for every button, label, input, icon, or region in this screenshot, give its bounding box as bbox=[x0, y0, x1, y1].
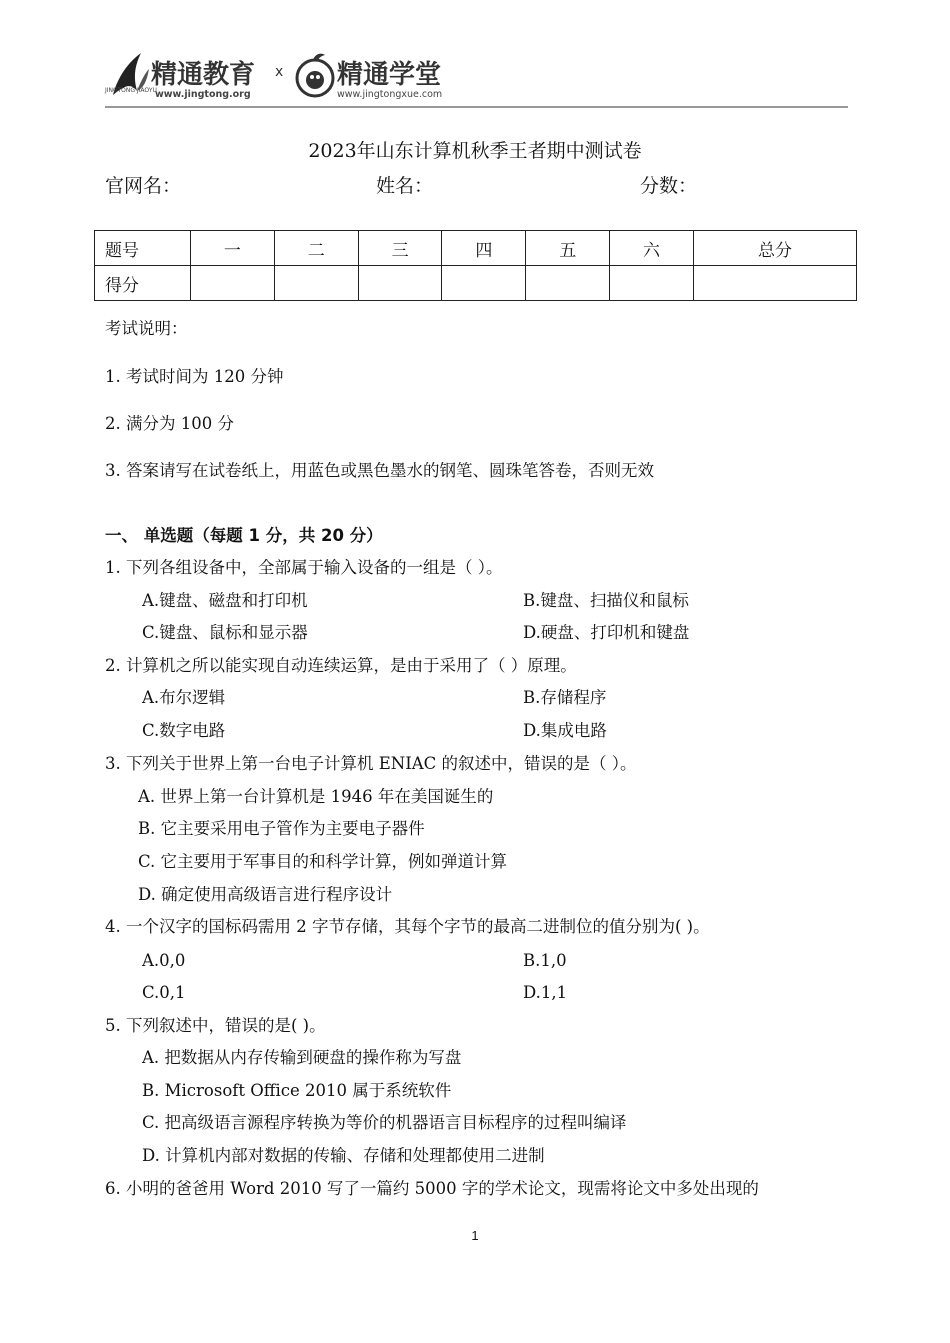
header-logos bbox=[105, 48, 850, 110]
table-cell: 一 bbox=[191, 231, 275, 266]
option-d: D.1,1 bbox=[523, 983, 568, 1002]
option-a: A. 把数据从内存传输到硬盘的操作称为写盘 bbox=[142, 1048, 462, 1067]
option-d: D.集成电路 bbox=[523, 721, 607, 740]
table-cell: 四 bbox=[442, 231, 526, 266]
page-number: 1 bbox=[471, 1228, 479, 1243]
exam-title: 2023年山东计算机秋季王者期中测试卷 bbox=[308, 140, 642, 162]
brand2-name: 精通学堂 bbox=[337, 60, 442, 90]
question-stem: 5. 下列叙述中，错误的是( )。 bbox=[105, 1016, 326, 1035]
score-cell bbox=[610, 266, 694, 301]
option-c: C. 它主要用于军事目的和科学计算，例如弹道计算 bbox=[138, 852, 508, 871]
score-table-header-row bbox=[95, 231, 857, 266]
brand-connector: x bbox=[275, 64, 284, 80]
option-d: D. 计算机内部对数据的传输、存储和处理都使用二进制 bbox=[142, 1146, 545, 1165]
brand1-small: JINGTONG JIAOYU bbox=[105, 87, 157, 94]
table-cell: 三 bbox=[358, 231, 442, 266]
section-title: 一、 单选题（每题 1 分，共 20 分） bbox=[105, 526, 383, 545]
option-a: A. 世界上第一台计算机是 1946 年在美国诞生的 bbox=[138, 787, 494, 806]
table-cell: 二 bbox=[274, 231, 358, 266]
score-table bbox=[94, 230, 857, 301]
score-cell bbox=[693, 266, 856, 301]
question-stem: 6. 小明的爸爸用 Word 2010 写了一篇约 5000 字的学术论文，现需将论文中多处出现的 bbox=[105, 1179, 759, 1198]
score-cell bbox=[442, 266, 526, 301]
option-d: D. 确定使用高级语言进行程序设计 bbox=[138, 885, 393, 904]
question-stem: 2. 计算机之所以能实现自动连续运算，是由于采用了（ ）原理。 bbox=[105, 656, 577, 675]
score-cell bbox=[274, 266, 358, 301]
question-stem: 1. 下列各组设备中，全部属于输入设备的一组是（ ）。 bbox=[105, 558, 503, 577]
table-cell: 得分 bbox=[95, 266, 191, 301]
field-site-label: 官网名： bbox=[105, 175, 182, 197]
field-name-label: 姓名： bbox=[376, 175, 434, 197]
option-b: B.1,0 bbox=[523, 951, 567, 970]
question-stem: 4. 一个汉字的国标码需用 2 字节存储，其每个字节的最高二进制位的值分别为( )。 bbox=[105, 917, 710, 936]
option-a: A.键盘、磁盘和打印机 bbox=[142, 591, 308, 610]
option-a: A.布尔逻辑 bbox=[142, 688, 226, 707]
field-score-label: 分数： bbox=[640, 175, 698, 197]
score-cell bbox=[191, 266, 275, 301]
brand1-name: 精通教育 bbox=[151, 60, 256, 90]
brand2-url: www.jingtongxue.com bbox=[337, 89, 443, 100]
instruction-item: 3. 答案请写在试卷纸上，用蓝色或黑色墨水的钢笔、圆珠笔答卷，否则无效 bbox=[105, 461, 654, 480]
instruction-item: 2. 满分为 100 分 bbox=[105, 414, 234, 433]
score-table-score-row bbox=[95, 266, 857, 301]
instructions-heading: 考试说明： bbox=[105, 319, 188, 338]
table-cell: 六 bbox=[610, 231, 694, 266]
table-cell: 总分 bbox=[693, 231, 856, 266]
instruction-item: 1. 考试时间为 120 分钟 bbox=[105, 367, 284, 386]
header-rule bbox=[105, 106, 848, 108]
option-a: A.0,0 bbox=[142, 951, 186, 970]
option-d: D.硬盘、打印机和键盘 bbox=[523, 623, 690, 642]
score-cell bbox=[358, 266, 442, 301]
score-cell bbox=[526, 266, 610, 301]
jingtongxue-logo-icon bbox=[293, 52, 337, 100]
option-c: C. 把高级语言源程序转换为等价的机器语言目标程序的过程叫编译 bbox=[142, 1113, 627, 1132]
table-cell: 五 bbox=[526, 231, 610, 266]
option-b: B. Microsoft Office 2010 属于系统软件 bbox=[142, 1081, 452, 1100]
option-c: C.键盘、鼠标和显示器 bbox=[142, 623, 308, 642]
option-c: C.0,1 bbox=[142, 983, 186, 1002]
option-c: C.数字电路 bbox=[142, 721, 226, 740]
question-stem: 3. 下列关于世界上第一台电子计算机 ENIAC 的叙述中，错误的是（ ）。 bbox=[105, 754, 637, 773]
option-b: B.键盘、扫描仪和鼠标 bbox=[523, 591, 689, 610]
brand1-url: www.jingtong.org bbox=[155, 89, 251, 100]
option-b: B. 它主要采用电子管作为主要电子器件 bbox=[138, 819, 425, 838]
option-b: B.存储程序 bbox=[523, 688, 607, 707]
table-cell: 题号 bbox=[95, 231, 191, 266]
